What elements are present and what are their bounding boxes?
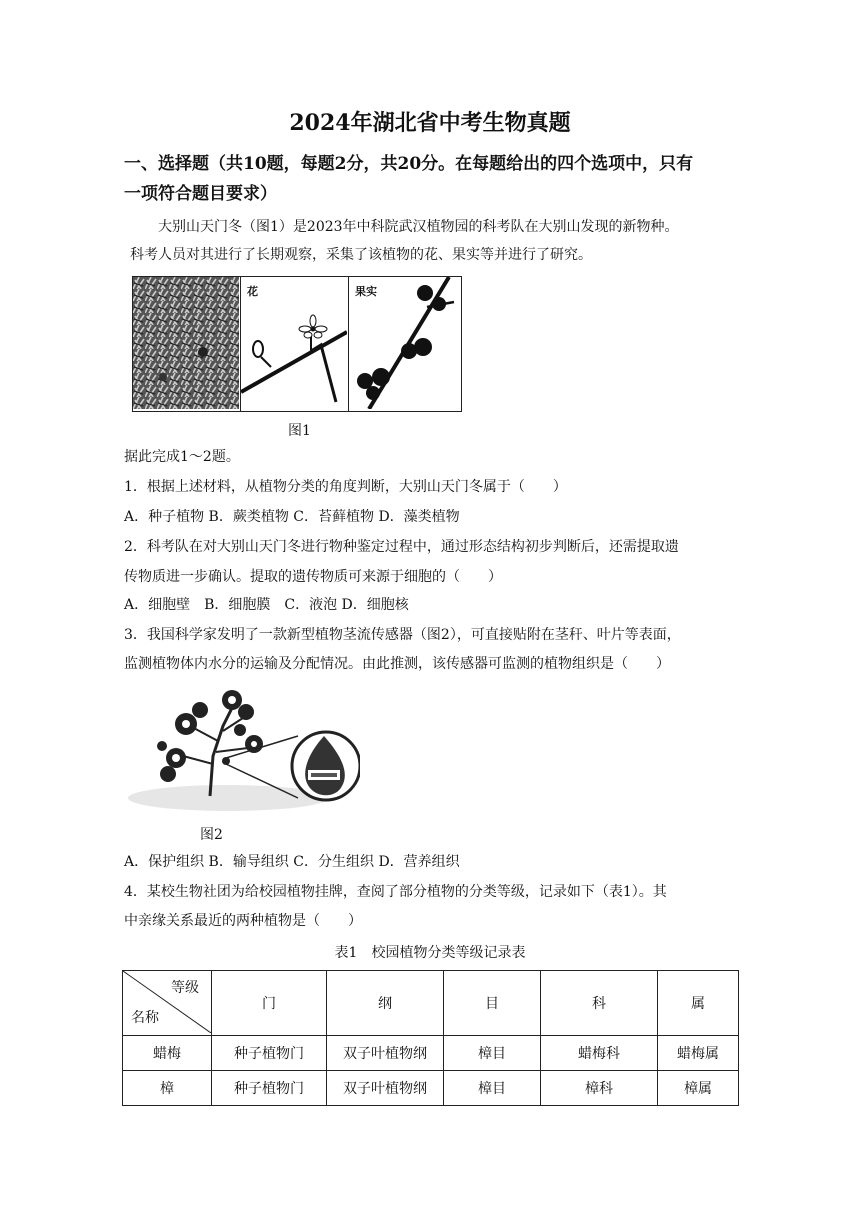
table-row [123, 1071, 739, 1106]
table-header-cell: 目 [444, 971, 541, 1036]
table-cell: 蜡梅属 [658, 1036, 739, 1071]
q2-stem-line-1: 2．科考队在对大别山天门冬进行物种鉴定过程中，通过形态结构初步判断后，还需提取遗 [124, 539, 679, 555]
section-heading-line-1: 一、选择题（共10题，每题2分，共20分。在每题给出的四个选项中，只有 [124, 154, 694, 174]
q3-stem-line-2: 监测植物体内水分的运输及分配情况。由此推测，该传感器可监测的植物组织是（ ） [124, 656, 670, 672]
q4-stem-line-1: 4．某校生物社团为给校园植物挂牌，查阅了部分植物的分类等级，记录如下（表1）。其 [124, 884, 667, 900]
flower-panel [241, 277, 349, 411]
table-cell: 双子叶植物纲 [327, 1036, 444, 1071]
table-header-cell: 属 [658, 971, 739, 1036]
questions-lead: 据此完成1～2题。 [124, 449, 240, 465]
q3-stem-line-1: 3．我国科学家发明了一款新型植物茎流传感器（图2），可直接贴附在茎秆、叶片等表面， [124, 627, 681, 643]
q1-stem: 1．根据上述材料，从植物分类的角度判断，大别山天门冬属于（ ） [124, 479, 567, 495]
classification-table [122, 970, 739, 1106]
figure-1-caption: 图1 [288, 423, 311, 439]
flower-panel-label: 花 [247, 285, 258, 298]
q4-stem-line-2: 中亲缘关系最近的两种植物是（ ） [124, 913, 362, 929]
fruit-panel-label: 果实 [355, 285, 377, 298]
table-1-caption: 表1 校园植物分类等级记录表 [334, 945, 526, 961]
table-header-cell: 科 [541, 971, 658, 1036]
corner-rank-label: 等级 [171, 980, 199, 996]
table-cell: 双子叶植物纲 [327, 1071, 444, 1106]
intro-line-2: 科考人员对其进行了长期观察，采集了该植物的花、果实等并进行了研究。 [130, 247, 592, 263]
plant-photo-panel [133, 277, 241, 411]
figure-2-caption: 图2 [200, 827, 223, 843]
q1-options: A．种子植物 B．蕨类植物 C．苔藓植物 D．藻类植物 [124, 509, 460, 525]
table-cell: 蜡梅 [123, 1036, 212, 1071]
table-cell: 种子植物门 [212, 1071, 327, 1106]
table-cell: 樟属 [658, 1071, 739, 1106]
q3-options: A．保护组织 B．输导组织 C．分生组织 D．营养组织 [124, 854, 460, 870]
section-heading-line-2: 一项符合题目要求） [124, 184, 277, 204]
table-cell: 樟科 [541, 1071, 658, 1106]
table-cell: 樟目 [444, 1036, 541, 1071]
table-cell: 樟 [123, 1071, 212, 1106]
table-header-cell: 门 [212, 971, 327, 1036]
fruit-panel [349, 277, 461, 411]
table-cell: 樟目 [444, 1071, 541, 1106]
page-title: 2024年湖北省中考生物真题 [289, 110, 571, 136]
intro-line-1: 大别山天门冬（图1）是2023年中科院武汉植物园的科考队在大别山发现的新物种。 [158, 219, 679, 235]
figure-1 [132, 276, 462, 412]
q2-options: A．细胞壁 B．细胞膜 C．液泡 D．细胞核 [124, 597, 409, 613]
table-header-cell: 纲 [327, 971, 444, 1036]
q2-stem-line-2: 传物质进一步确认。提取的遗传物质可来源于细胞的（ ） [124, 569, 502, 585]
table-corner-cell [123, 971, 212, 1036]
table-cell: 种子植物门 [212, 1036, 327, 1071]
table-row [123, 1036, 739, 1071]
corner-name-label: 名称 [131, 1010, 159, 1026]
table-cell: 蜡梅科 [541, 1036, 658, 1071]
figure-2 [128, 686, 360, 814]
table-header-row [123, 971, 739, 1036]
